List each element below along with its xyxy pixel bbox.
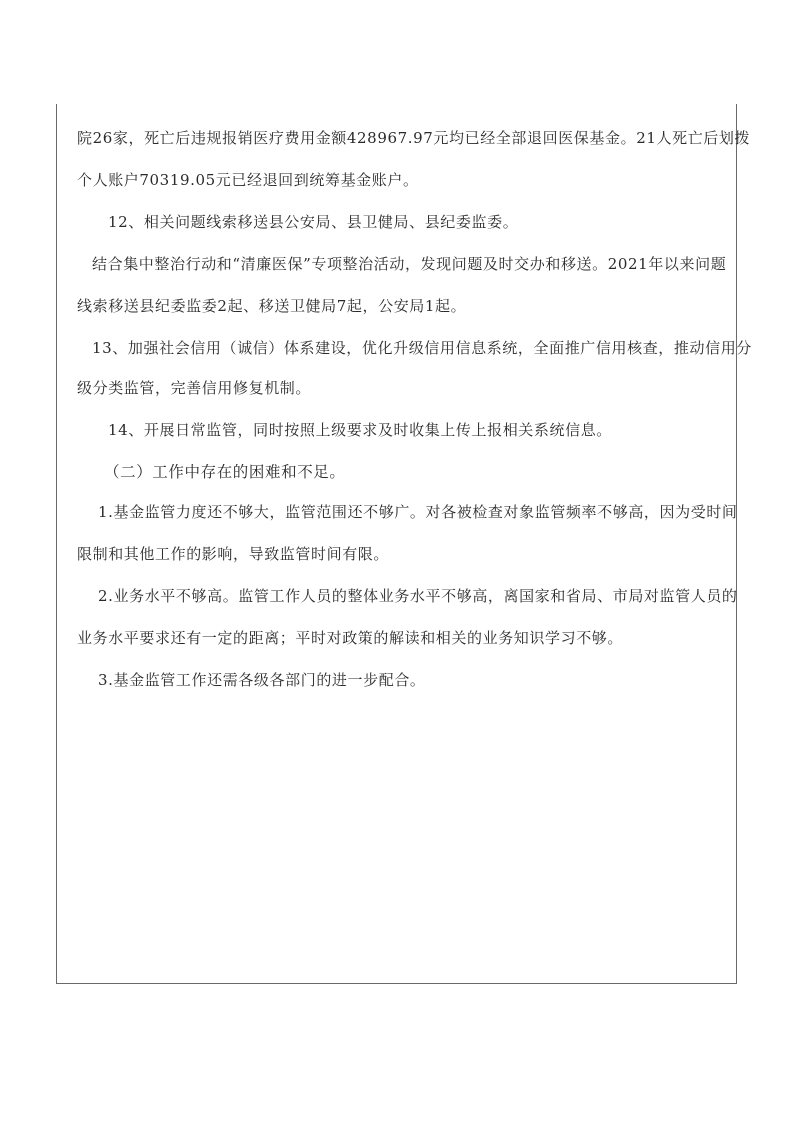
- paragraph-line: 14、开展日常监管，同时按照上级要求及时收集上传上报相关系统信息。: [108, 421, 612, 439]
- section-heading: （二）工作中存在的困难和不足。: [104, 463, 346, 481]
- paragraph-line: 2.业务水平不够高。监管工作人员的整体业务水平不够高，离国家和省局、市局对监管人员的: [98, 587, 738, 605]
- paragraph-line: 限制和其他工作的影响，导致监管时间有限。: [77, 545, 390, 563]
- paragraph-line: 结合集中整治行动和“清廉医保”专项整治活动，发现问题及时交办和移送。2021年以来问题: [92, 255, 727, 273]
- paragraph-line: 1.基金监管力度还不够大，监管范围还不够广。对各被检查对象监管频率不够高，因为受时间: [98, 503, 738, 521]
- paragraph-line: 12、相关问题线索移送县公安局、县卫健局、县纪委监委。: [108, 213, 519, 231]
- paragraph-line: 线索移送县纪委监委2起、移送卫健局7起，公安局1起。: [77, 297, 467, 315]
- paragraph-line: 院26家，死亡后违规报销医疗费用金额428967.97元均已经全部退回医保基金。21人死亡后划拨: [77, 129, 751, 147]
- paragraph-line: 13、加强社会信用（诚信）体系建设，优化升级信用信息系统，全面推广信用核查，推动信用分: [92, 339, 752, 357]
- paragraph-line: 3.基金监管工作还需各级各部门的进一步配合。: [98, 671, 426, 689]
- paragraph-line: 级分类监管，完善信用修复机制。: [77, 379, 312, 397]
- paragraph-line: 个人账户70319.05元已经退回到统筹基金账户。: [77, 171, 419, 189]
- paragraph-line: 业务水平要求还有一定的距离；平时对政策的解读和相关的业务知识学习不够。: [77, 629, 624, 647]
